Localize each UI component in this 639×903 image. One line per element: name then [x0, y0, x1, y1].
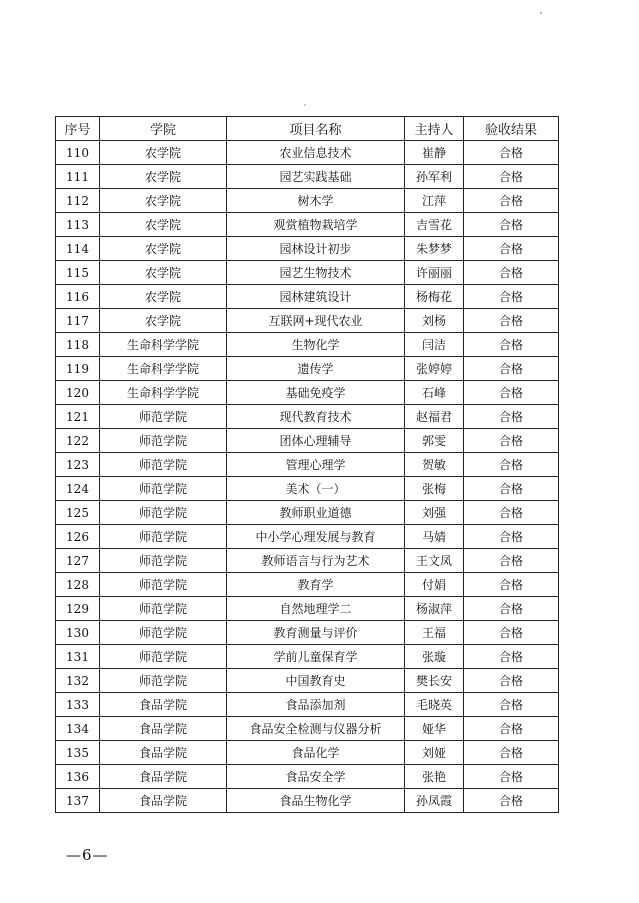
cell-project: 教育测量与评价 [227, 621, 405, 645]
page-number: —6— [66, 846, 109, 864]
cell-result: 合格 [464, 693, 559, 717]
cell-result: 合格 [464, 381, 559, 405]
cell-host: 刘强 [405, 501, 464, 525]
table-row [56, 429, 559, 453]
cell-project: 生物化学 [227, 333, 405, 357]
table-header-row [56, 117, 559, 141]
cell-seq: 116 [56, 285, 100, 309]
cell-seq: 122 [56, 429, 100, 453]
table-row [56, 501, 559, 525]
cell-project: 现代教育技术 [227, 405, 405, 429]
header-result: 验收结果 [464, 117, 559, 141]
table-row [56, 453, 559, 477]
cell-result: 合格 [464, 333, 559, 357]
cell-seq: 133 [56, 693, 100, 717]
table-row [56, 597, 559, 621]
cell-host: 杨淑萍 [405, 597, 464, 621]
cell-college: 师范学院 [100, 549, 227, 573]
cell-result: 合格 [464, 789, 559, 813]
cell-project: 园林建筑设计 [227, 285, 405, 309]
cell-project: 食品安全学 [227, 765, 405, 789]
cell-college: 师范学院 [100, 429, 227, 453]
cell-result: 合格 [464, 621, 559, 645]
table-row [56, 357, 559, 381]
cell-result: 合格 [464, 741, 559, 765]
cell-result: 合格 [464, 597, 559, 621]
cell-seq: 136 [56, 765, 100, 789]
cell-project: 食品安全检测与仪器分析 [227, 717, 405, 741]
table-row [56, 693, 559, 717]
table-row [56, 189, 559, 213]
cell-host: 杨梅花 [405, 285, 464, 309]
cell-result: 合格 [464, 141, 559, 165]
cell-college: 生命科学学院 [100, 381, 227, 405]
cell-result: 合格 [464, 405, 559, 429]
cell-project: 食品化学 [227, 741, 405, 765]
cell-host: 王福 [405, 621, 464, 645]
cell-college: 师范学院 [100, 453, 227, 477]
table-row [56, 765, 559, 789]
cell-host: 贺敏 [405, 453, 464, 477]
cell-seq: 113 [56, 213, 100, 237]
cell-project: 中国教育史 [227, 669, 405, 693]
cell-seq: 121 [56, 405, 100, 429]
cell-seq: 129 [56, 597, 100, 621]
table-row [56, 285, 559, 309]
cell-project: 观赏植物栽培学 [227, 213, 405, 237]
table-row [56, 573, 559, 597]
cell-result: 合格 [464, 573, 559, 597]
table-row [56, 165, 559, 189]
cell-result: 合格 [464, 717, 559, 741]
cell-college: 农学院 [100, 141, 227, 165]
cell-result: 合格 [464, 237, 559, 261]
cell-project: 美术（一） [227, 477, 405, 501]
cell-result: 合格 [464, 429, 559, 453]
cell-college: 农学院 [100, 213, 227, 237]
cell-college: 农学院 [100, 285, 227, 309]
cell-result: 合格 [464, 549, 559, 573]
cell-college: 师范学院 [100, 645, 227, 669]
table-row [56, 237, 559, 261]
cell-seq: 123 [56, 453, 100, 477]
cell-seq: 114 [56, 237, 100, 261]
table-row [56, 717, 559, 741]
table-row [56, 549, 559, 573]
cell-college: 农学院 [100, 165, 227, 189]
cell-host: 马婧 [405, 525, 464, 549]
scan-speck [304, 104, 306, 106]
table-row [56, 477, 559, 501]
cell-seq: 132 [56, 669, 100, 693]
cell-project: 教师语言与行为艺术 [227, 549, 405, 573]
cell-host: 刘杨 [405, 309, 464, 333]
cell-result: 合格 [464, 645, 559, 669]
cell-seq: 134 [56, 717, 100, 741]
cell-result: 合格 [464, 285, 559, 309]
cell-host: 王文凤 [405, 549, 464, 573]
cell-project: 食品生物化学 [227, 789, 405, 813]
cell-result: 合格 [464, 765, 559, 789]
cell-project: 食品添加剂 [227, 693, 405, 717]
cell-project: 园林设计初步 [227, 237, 405, 261]
acceptance-results-table [55, 116, 559, 813]
cell-seq: 127 [56, 549, 100, 573]
cell-seq: 124 [56, 477, 100, 501]
header-seq: 序号 [56, 117, 100, 141]
header-college: 学院 [100, 117, 227, 141]
cell-seq: 115 [56, 261, 100, 285]
cell-project: 学前儿童保育学 [227, 645, 405, 669]
cell-host: 张梅 [405, 477, 464, 501]
cell-host: 付娟 [405, 573, 464, 597]
cell-college: 师范学院 [100, 597, 227, 621]
cell-college: 食品学院 [100, 789, 227, 813]
table-row [56, 381, 559, 405]
cell-college: 农学院 [100, 237, 227, 261]
table-row [56, 213, 559, 237]
cell-project: 园艺实践基础 [227, 165, 405, 189]
table-row [56, 141, 559, 165]
cell-host: 吉雪花 [405, 213, 464, 237]
cell-result: 合格 [464, 165, 559, 189]
cell-result: 合格 [464, 213, 559, 237]
cell-college: 生命科学学院 [100, 333, 227, 357]
cell-project: 互联网+现代农业 [227, 309, 405, 333]
cell-college: 师范学院 [100, 405, 227, 429]
table-row [56, 741, 559, 765]
cell-host: 郭雯 [405, 429, 464, 453]
cell-project: 团体心理辅导 [227, 429, 405, 453]
cell-host: 樊长安 [405, 669, 464, 693]
cell-host: 刘娅 [405, 741, 464, 765]
cell-result: 合格 [464, 501, 559, 525]
cell-seq: 112 [56, 189, 100, 213]
table-row [56, 405, 559, 429]
cell-result: 合格 [464, 477, 559, 501]
cell-seq: 118 [56, 333, 100, 357]
cell-host: 闫洁 [405, 333, 464, 357]
cell-project: 中小学心理发展与教育 [227, 525, 405, 549]
cell-host: 朱梦梦 [405, 237, 464, 261]
cell-college: 农学院 [100, 189, 227, 213]
cell-seq: 110 [56, 141, 100, 165]
cell-host: 江萍 [405, 189, 464, 213]
table-row [56, 789, 559, 813]
cell-project: 管理心理学 [227, 453, 405, 477]
cell-host: 毛晓英 [405, 693, 464, 717]
cell-result: 合格 [464, 669, 559, 693]
cell-seq: 137 [56, 789, 100, 813]
cell-college: 农学院 [100, 309, 227, 333]
table-row [56, 333, 559, 357]
cell-college: 食品学院 [100, 717, 227, 741]
cell-project: 树木学 [227, 189, 405, 213]
cell-host: 张婷婷 [405, 357, 464, 381]
cell-college: 食品学院 [100, 693, 227, 717]
cell-host: 崔静 [405, 141, 464, 165]
cell-result: 合格 [464, 525, 559, 549]
cell-project: 教师职业道德 [227, 501, 405, 525]
cell-college: 师范学院 [100, 621, 227, 645]
cell-college: 师范学院 [100, 525, 227, 549]
cell-seq: 120 [56, 381, 100, 405]
cell-project: 教育学 [227, 573, 405, 597]
cell-project: 基础免疫学 [227, 381, 405, 405]
cell-college: 生命科学学院 [100, 357, 227, 381]
cell-result: 合格 [464, 309, 559, 333]
table-row [56, 621, 559, 645]
cell-seq: 126 [56, 525, 100, 549]
cell-result: 合格 [464, 453, 559, 477]
table-row [56, 261, 559, 285]
header-project: 项目名称 [227, 117, 405, 141]
table-body [56, 141, 559, 813]
cell-host: 娅华 [405, 717, 464, 741]
cell-host: 孙凤霞 [405, 789, 464, 813]
table-row [56, 309, 559, 333]
cell-college: 农学院 [100, 261, 227, 285]
cell-seq: 131 [56, 645, 100, 669]
cell-host: 赵福君 [405, 405, 464, 429]
cell-college: 师范学院 [100, 669, 227, 693]
cell-host: 许丽丽 [405, 261, 464, 285]
cell-project: 自然地理学二 [227, 597, 405, 621]
cell-seq: 117 [56, 309, 100, 333]
scan-speck [540, 12, 542, 14]
cell-host: 张璇 [405, 645, 464, 669]
cell-seq: 130 [56, 621, 100, 645]
cell-project: 遗传学 [227, 357, 405, 381]
cell-seq: 119 [56, 357, 100, 381]
cell-college: 食品学院 [100, 765, 227, 789]
cell-result: 合格 [464, 189, 559, 213]
cell-seq: 135 [56, 741, 100, 765]
cell-college: 师范学院 [100, 501, 227, 525]
cell-host: 石峰 [405, 381, 464, 405]
cell-seq: 128 [56, 573, 100, 597]
cell-host: 孙军利 [405, 165, 464, 189]
cell-college: 师范学院 [100, 573, 227, 597]
cell-seq: 125 [56, 501, 100, 525]
table-row [56, 525, 559, 549]
cell-host: 张艳 [405, 765, 464, 789]
cell-project: 园艺生物技术 [227, 261, 405, 285]
cell-result: 合格 [464, 357, 559, 381]
table-row [56, 669, 559, 693]
cell-seq: 111 [56, 165, 100, 189]
cell-project: 农业信息技术 [227, 141, 405, 165]
cell-result: 合格 [464, 261, 559, 285]
cell-college: 师范学院 [100, 477, 227, 501]
cell-college: 食品学院 [100, 741, 227, 765]
table-row [56, 645, 559, 669]
header-host: 主持人 [405, 117, 464, 141]
